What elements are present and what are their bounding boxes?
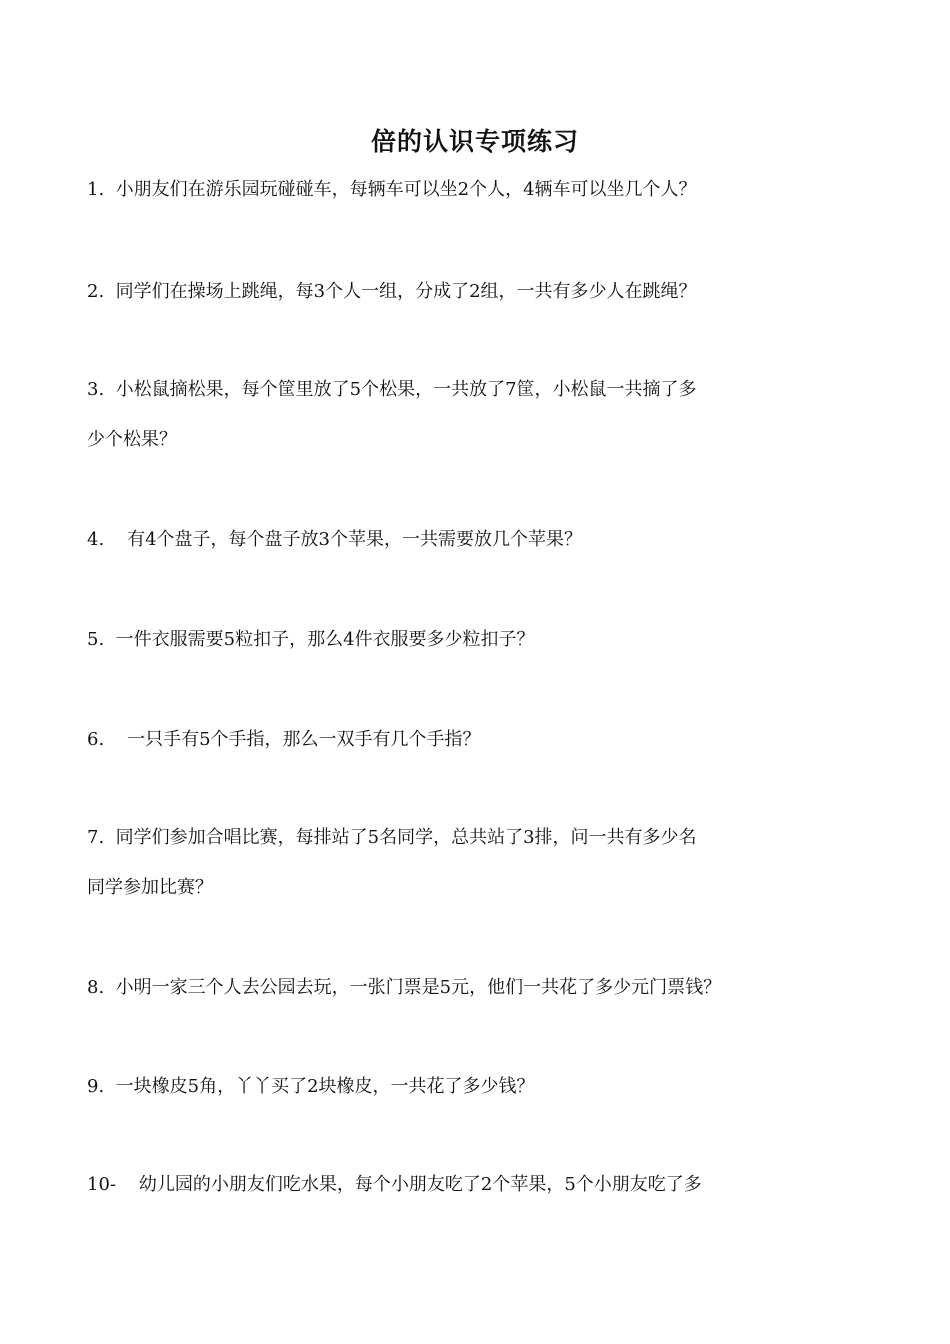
- question-number: 5.: [87, 629, 105, 650]
- question-line: [87, 267, 877, 317]
- question-8: [87, 963, 877, 1013]
- question-4: [87, 515, 877, 565]
- question-line: [87, 1160, 877, 1210]
- question-line: [87, 615, 877, 665]
- question-line: [87, 715, 877, 765]
- question-number: 3.: [87, 379, 105, 400]
- question-line: [87, 1062, 877, 1112]
- question-5: [87, 615, 877, 665]
- question-number: 2.: [87, 281, 105, 302]
- question-text: 幼儿园的小朋友们吃水果，每个小朋友吃了2个苹果，5个小朋友吃了多: [138, 1174, 702, 1195]
- question-10: [87, 1160, 877, 1210]
- question-text: 一件衣服需要5粒扣子，那么4件衣服要多少粒扣子？: [115, 629, 535, 650]
- question-number: 9.: [87, 1076, 105, 1097]
- question-6: [87, 715, 877, 765]
- question-7: [87, 813, 877, 913]
- question-number: 7.: [87, 827, 105, 848]
- question-number: 10-: [87, 1174, 116, 1195]
- question-line: [87, 863, 877, 913]
- question-text: 一块橡皮5角，丫丫买了2块橡皮，一共花了多少钱？: [115, 1076, 535, 1097]
- question-1: [87, 165, 877, 215]
- question-9: [87, 1062, 877, 1112]
- question-text: 小明一家三个人去公园去玩，一张门票是5元，他们一共花了多少元门票钱？: [115, 977, 722, 998]
- question-number: 8.: [87, 977, 105, 998]
- question-text-continued: 同学参加比赛？: [87, 877, 213, 898]
- question-line: [87, 963, 877, 1013]
- question-text: 同学们在操场上跳绳，每3个人一组，分成了2组，一共有多少人在跳绳？: [115, 281, 697, 302]
- question-number: 4.: [87, 529, 105, 550]
- question-number: 6.: [87, 729, 105, 750]
- question-2: [87, 267, 877, 317]
- question-text: 一只手有5个手指，那么一双手有几个手指？: [127, 729, 481, 750]
- question-3: [87, 365, 877, 465]
- question-line: [87, 415, 877, 465]
- question-line: [87, 165, 877, 215]
- question-text-continued: 少个松果？: [87, 429, 177, 450]
- question-line: [87, 813, 877, 863]
- question-text: 有4个盘子，每个盘子放3个苹果，一共需要放几个苹果？: [127, 529, 582, 550]
- question-text: 小松鼠摘松果，每个筐里放了5个松果，一共放了7筐，小松鼠一共摘了多: [115, 379, 697, 400]
- question-text: 同学们参加合唱比赛，每排站了5名同学，总共站了3排，问一共有多少名: [115, 827, 697, 848]
- question-line: [87, 515, 877, 565]
- question-number: 1.: [87, 179, 105, 200]
- page-title: 倍的认识专项练习: [370, 127, 579, 156]
- question-line: [87, 365, 877, 415]
- question-text: 小朋友们在游乐园玩碰碰车，每辆车可以坐2个人，4辆车可以坐几个人？: [115, 179, 697, 200]
